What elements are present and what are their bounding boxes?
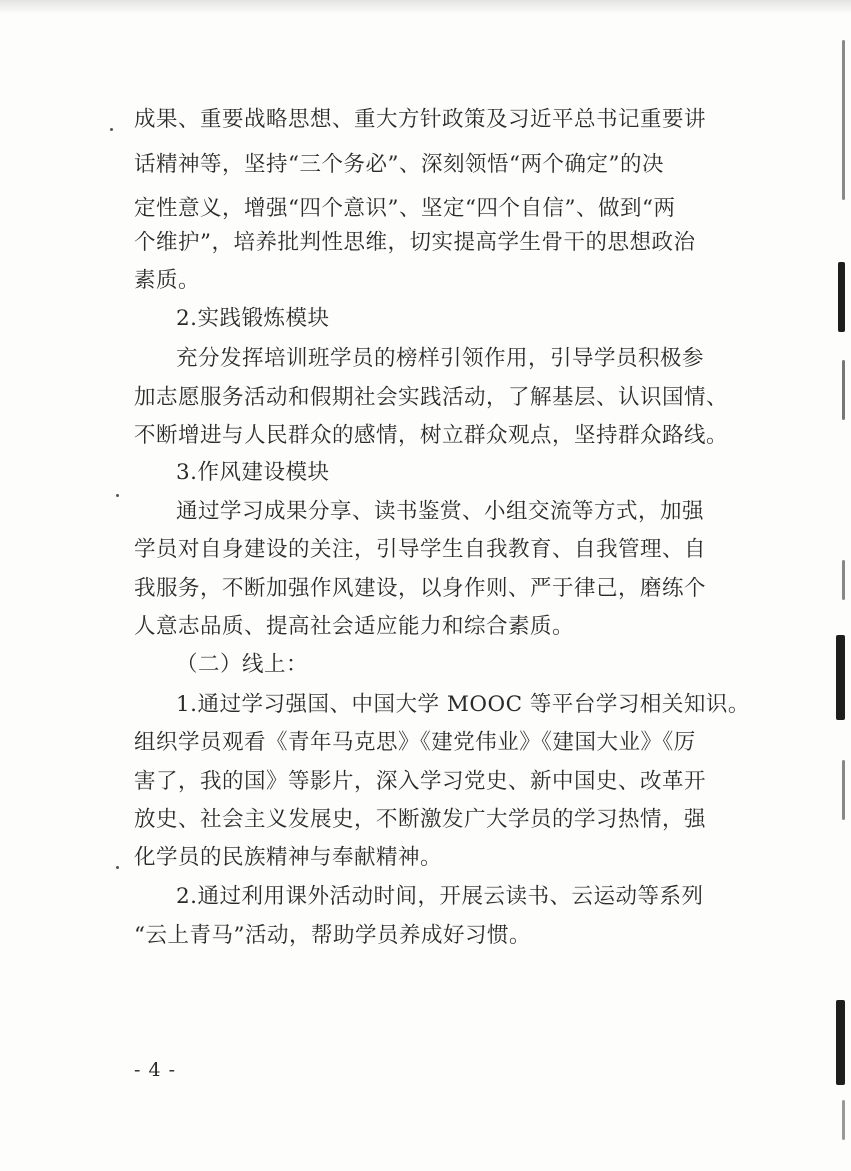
scan-edge-artifacts xyxy=(831,0,845,1171)
scan-dot xyxy=(116,866,119,869)
scan-dot xyxy=(110,128,113,131)
page-number: - 4 - xyxy=(134,1059,177,1081)
scan-dot xyxy=(116,494,119,497)
document-page: 成果、重要战略思想、重大方针政策及习近平总书记重要讲 话精神等，坚持“三个务必”、深刻领悟“两个确定”的决 定性意义，增强“四个意识”、坚定“四个自信”、做到“两 个维护”，培养批判性思维，切实提高学生骨干的思想政治 素质。 2.实践锻炼模块 充分发挥培训班学员的榜样引领作用，引导学员积极参 加志愿服务活动和假期社会实践活动，了解基层、认识国情、 不断增进与人民群众的感情，树立群众观点，坚持群众路线。 3.作风建设模块 通过学习成果分享、读书鉴赏、小组交流等方式，加强 学员对自身建设的关注，引导学生自我教育、自我管理、自 我服务，不断加强作风建设，以身作则、严于律己，磨练个 人意志品质、提高社会适应能力和综合素质。 （二）线上： 1.通过学习强国、中国大学 MOOC 等平台学习相关知识。 组织学员观看《青年马克思》《建党伟业》《建国大业》《厉 害了，我的国》等影片，深入学习党史、新中国史、改革开 放史、社会主义发展史，不断激发广大学员的学习热情，强 化学员的民族精神与奉献精神。 2.通过利用课外活动时间，开展云读书、云运动等系列 “云上青马”活动，帮助学员养成好习惯。 - 4 - xyxy=(0,0,851,1171)
scan-shadow xyxy=(0,0,851,14)
